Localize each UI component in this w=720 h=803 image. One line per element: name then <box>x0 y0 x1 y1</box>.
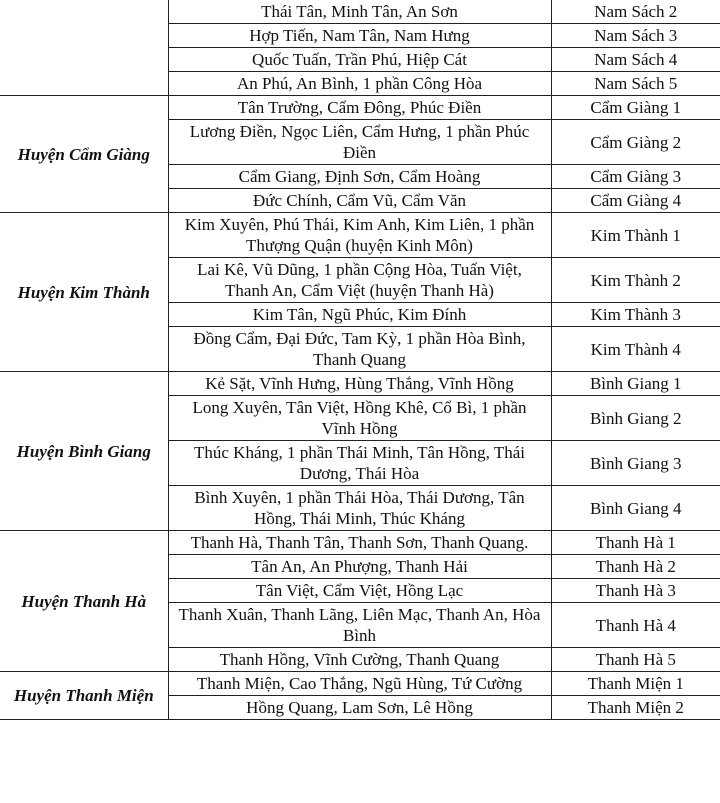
table-row <box>0 531 720 555</box>
unit-cell: Nam Sách 3 <box>551 24 720 48</box>
communes-cell: Bình Xuyên, 1 phần Thái Hòa, Thái Dương, Tân Hồng, Thái Minh, Thúc Kháng <box>168 486 551 531</box>
district-cell: Huyện Thanh Miện <box>0 672 168 720</box>
unit-cell: Bình Giang 4 <box>551 486 720 531</box>
unit-cell: Nam Sách 5 <box>551 72 720 96</box>
communes-cell: Quốc Tuấn, Trần Phú, Hiệp Cát <box>168 48 551 72</box>
district-cell: Huyện Thanh Hà <box>0 531 168 672</box>
unit-cell: Bình Giang 3 <box>551 441 720 486</box>
communes-cell: Đức Chính, Cẩm Vũ, Cẩm Văn <box>168 189 551 213</box>
unit-cell: Thanh Hà 3 <box>551 579 720 603</box>
unit-cell: Thanh Hà 4 <box>551 603 720 648</box>
communes-cell: Thái Tân, Minh Tân, An Sơn <box>168 0 551 24</box>
communes-cell: Long Xuyên, Tân Việt, Hồng Khê, Cổ Bì, 1 phần Vĩnh Hồng <box>168 396 551 441</box>
table-row <box>0 372 720 396</box>
communes-cell: Thanh Xuân, Thanh Lãng, Liên Mạc, Thanh An, Hòa Bình <box>168 603 551 648</box>
communes-cell: Cẩm Giang, Định Sơn, Cẩm Hoàng <box>168 165 551 189</box>
communes-cell: Lương Điền, Ngọc Liên, Cẩm Hưng, 1 phần Phúc Điền <box>168 120 551 165</box>
unit-cell: Cẩm Giàng 1 <box>551 96 720 120</box>
communes-cell: Tân Trường, Cẩm Đông, Phúc Điền <box>168 96 551 120</box>
unit-cell: Cẩm Giàng 2 <box>551 120 720 165</box>
communes-cell: Tân An, An Phượng, Thanh Hải <box>168 555 551 579</box>
unit-cell: Kim Thành 4 <box>551 327 720 372</box>
district-cell <box>0 0 168 96</box>
unit-cell: Nam Sách 4 <box>551 48 720 72</box>
unit-cell: Kim Thành 1 <box>551 213 720 258</box>
communes-cell: Kẻ Sặt, Vĩnh Hưng, Hùng Thắng, Vĩnh Hồng <box>168 372 551 396</box>
district-cell: Huyện Kim Thành <box>0 213 168 372</box>
communes-cell: Thanh Hồng, Vĩnh Cường, Thanh Quang <box>168 648 551 672</box>
unit-cell: Cẩm Giàng 3 <box>551 165 720 189</box>
communes-cell: Hồng Quang, Lam Sơn, Lê Hồng <box>168 696 551 720</box>
communes-cell: Lai Kê, Vũ Dũng, 1 phần Cộng Hòa, Tuấn Việt, Thanh An, Cẩm Việt (huyện Thanh Hà) <box>168 258 551 303</box>
unit-cell: Bình Giang 1 <box>551 372 720 396</box>
communes-cell: Thúc Kháng, 1 phần Thái Minh, Tân Hồng, Thái Dương, Thái Hòa <box>168 441 551 486</box>
unit-cell: Thanh Miện 1 <box>551 672 720 696</box>
unit-cell: Thanh Hà 2 <box>551 555 720 579</box>
district-cell: Huyện Cẩm Giàng <box>0 96 168 213</box>
communes-cell: An Phú, An Bình, 1 phần Công Hòa <box>168 72 551 96</box>
table-row <box>0 0 720 24</box>
table-row <box>0 213 720 258</box>
unit-cell: Bình Giang 2 <box>551 396 720 441</box>
unit-cell: Thanh Hà 5 <box>551 648 720 672</box>
unit-cell: Cẩm Giàng 4 <box>551 189 720 213</box>
unit-cell: Thanh Miện 2 <box>551 696 720 720</box>
unit-cell: Nam Sách 2 <box>551 0 720 24</box>
district-cell: Huyện Bình Giang <box>0 372 168 531</box>
unit-cell: Thanh Hà 1 <box>551 531 720 555</box>
communes-cell: Hợp Tiến, Nam Tân, Nam Hưng <box>168 24 551 48</box>
table-row <box>0 672 720 696</box>
communes-cell: Đồng Cẩm, Đại Đức, Tam Kỳ, 1 phần Hòa Bình, Thanh Quang <box>168 327 551 372</box>
communes-cell: Thanh Miện, Cao Thắng, Ngũ Hùng, Tứ Cường <box>168 672 551 696</box>
communes-cell: Kim Xuyên, Phú Thái, Kim Anh, Kim Liên, 1 phần Thượng Quận (huyện Kinh Môn) <box>168 213 551 258</box>
unit-cell: Kim Thành 3 <box>551 303 720 327</box>
communes-cell: Kim Tân, Ngũ Phúc, Kim Đính <box>168 303 551 327</box>
communes-cell: Thanh Hà, Thanh Tân, Thanh Sơn, Thanh Quang. <box>168 531 551 555</box>
communes-cell: Tân Việt, Cẩm Việt, Hồng Lạc <box>168 579 551 603</box>
unit-cell: Kim Thành 2 <box>551 258 720 303</box>
table-row <box>0 96 720 120</box>
